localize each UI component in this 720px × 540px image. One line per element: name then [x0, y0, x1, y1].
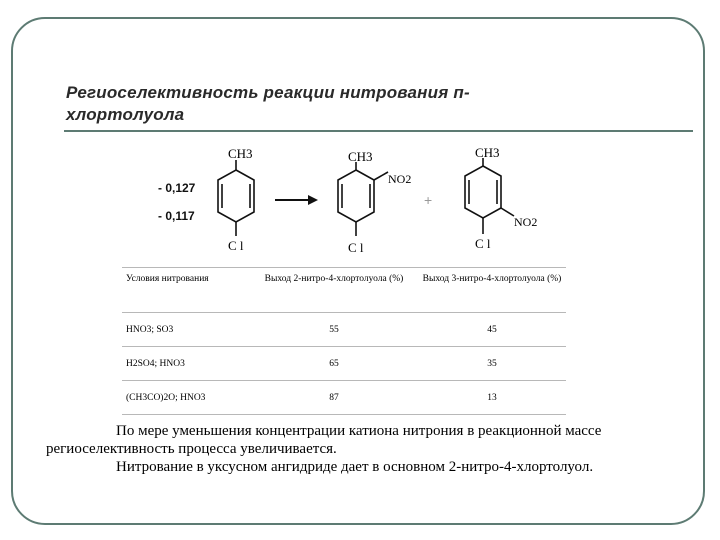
product1-methyl-label: CH3	[348, 149, 373, 164]
reactant-benzene-ring	[218, 170, 254, 222]
table-row	[122, 381, 566, 415]
table-row	[122, 313, 566, 347]
product2-no2-bond	[501, 208, 514, 216]
product2-benzene-ring	[465, 166, 501, 218]
product2-methyl-label: CH3	[475, 145, 500, 160]
product1-no2-label: NO2	[388, 172, 412, 186]
conclusion-text	[46, 422, 666, 476]
conclusion-paragraph-1: По мере уменьшения концентрации катиона нитрония в реакционной массе региоселективность процесса увеличивается.	[46, 423, 602, 457]
conditions-cell: HNO3; SO3	[122, 313, 250, 347]
table-header-row	[122, 268, 566, 313]
charge-ortho-label: - 0,127	[158, 181, 196, 195]
conditions-cell: (CH3CO)2O; HNO3	[122, 381, 250, 415]
product1-benzene-ring	[338, 170, 374, 222]
conclusion-paragraph-2: Нитрование в уксусном ангидриде дает в основном 2-нитро-4-хлортолуол.	[116, 459, 594, 475]
reactant-methyl-label: CH3	[228, 146, 253, 161]
reaction-arrow-head	[308, 195, 318, 205]
yield-2-nitro-cell: 55	[250, 313, 418, 347]
yield-2-nitro-cell: 65	[250, 347, 418, 381]
charge-meta-label: - 0,117	[158, 209, 195, 223]
product1-no2-bond	[374, 172, 388, 180]
slide-title: Региоселективность реакции нитрования п-хлортолуола	[66, 83, 470, 124]
header-conditions: Условия нитрования	[122, 268, 250, 313]
product2-no2-label: NO2	[514, 215, 538, 229]
yield-2-nitro-cell: 87	[250, 381, 418, 415]
yield-3-nitro-cell: 45	[418, 313, 566, 347]
header-yield-3-nitro: Выход 3-нитро-4-хлортолуола (%)	[418, 268, 566, 313]
yield-table	[122, 267, 566, 415]
yield-3-nitro-cell: 13	[418, 381, 566, 415]
product1-cl-label: C l	[348, 240, 364, 255]
reactant-cl-label: C l	[228, 238, 244, 253]
table-row	[122, 347, 566, 381]
yield-3-nitro-cell: 35	[418, 347, 566, 381]
product2-cl-label: C l	[475, 236, 491, 251]
conditions-cell: H2SO4; HNO3	[122, 347, 250, 381]
header-yield-2-nitro: Выход 2-нитро-4-хлортолуола (%)	[250, 268, 418, 313]
plus-sign: +	[424, 192, 433, 208]
